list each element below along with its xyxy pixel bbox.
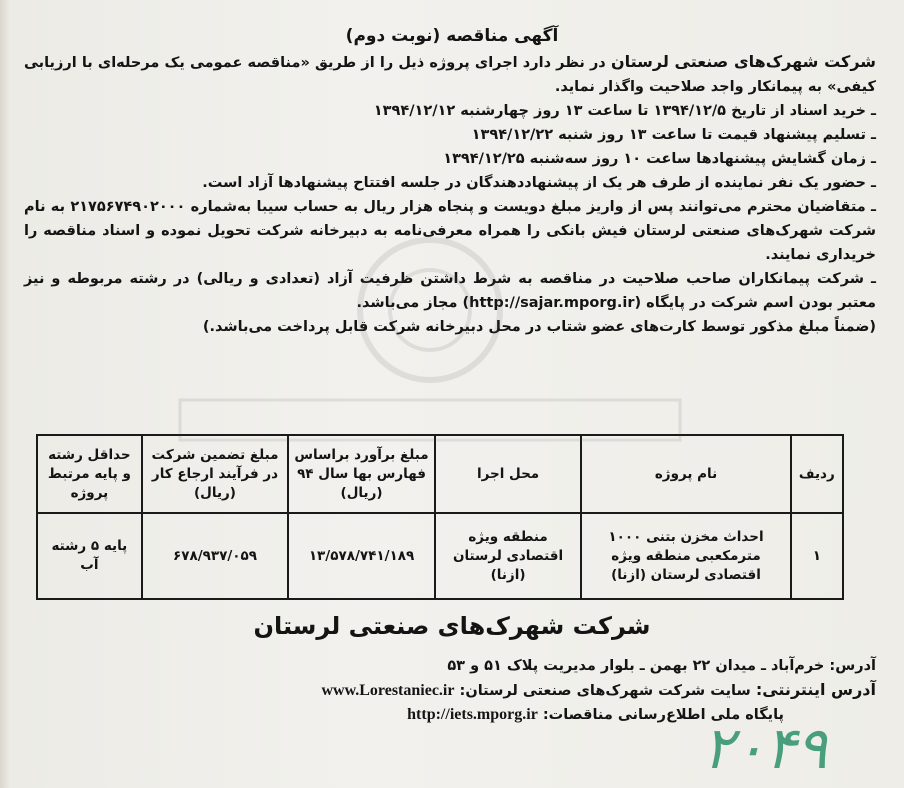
cell-location: منطقه ویژه اقتصادی لرستان (ازنا) [435, 513, 582, 599]
internet-address-label: آدرس اینترنتی: [755, 680, 876, 699]
footer-contact [16, 654, 876, 727]
schedule-line-opening: ـ زمان گشایش پیشنهادها ساعت ۱۰ روز سه‌شنبه ۱۳۹۴/۱۲/۲۵ [443, 151, 876, 167]
cell-min-grade: پایه ۵ رشته آب [37, 513, 142, 599]
cell-guarantee: ۶۷۸/۹۳۷/۰۵۹ [142, 513, 289, 599]
intro-text: در نظر دارد اجرای پروژه ذیل را از طریق «مناقصه عمومی یک مرحله‌ای با ارزیابی کیفی» به پیمانکار واجد صلاحیت واگذار نماید. [24, 55, 876, 95]
portal-url-link[interactable]: http://iets.mporg.ir [407, 706, 538, 723]
header-estimate: مبلغ برآورد براساس فهارس بها سال ۹۴ (ریال) [288, 435, 435, 513]
header-guarantee: مبلغ تضمین شرکت در فرآیند ارجاع کار (ریال) [142, 435, 289, 513]
contractors-paragraph: ـ شرکت پیمانکاران صاحب صلاحیت در مناقصه به شرط داشتن ظرفیت آزاد (تعدادی و ریالی) در رشته مربوطه و نیز معتبر بودن اسم شرکت در پایگاه (http://sajar.mporg.ir) مجاز می‌باشد. [24, 271, 876, 311]
header-project-name: نام پروژه [581, 435, 790, 513]
footer-portal-line [16, 703, 876, 727]
table-row [37, 513, 843, 599]
handwritten-number-text: ۲۰۴۹ [702, 714, 828, 780]
schedule-line-purchase: ـ خرید اسناد از تاریخ ۱۳۹۴/۱۲/۵ تا ساعت ۱۳ روز چهارشنبه ۱۳۹۴/۱۲/۱۲ [373, 103, 876, 119]
project-table [36, 434, 844, 600]
header-row-number: ردیف [791, 435, 843, 513]
notice-title: آگهی مناقصه (نوبت دوم) [345, 26, 559, 46]
tender-notice [18, 22, 886, 772]
table-header-row [37, 435, 843, 513]
footer-company-name: شرکت شهرک‌های صنعتی لرستان [253, 612, 651, 640]
cell-project-name: احداث مخزن بتنی ۱۰۰۰ مترمکعبی منطقه ویژه اقتصادی لرستان (ازنا) [581, 513, 790, 599]
cell-row-number: ۱ [791, 513, 843, 599]
notice-intro [18, 50, 886, 99]
applicants-paragraph: ـ متقاضیان محترم می‌توانند پس از واریز مبلغ دویست و پنجاه هزار ریال به حساب سیبا به‌شماره ۲۱۷۵۶۷۴۹۰۲۰۰۰ به نام شرکت شهرک‌های صنعتی لرستان فیش بانکی را همراه معرفی‌نامه به دبیرخانه شرکت تحویل نموده و اسناد مناقصه را خریداری نمایند. [24, 199, 876, 263]
footer-address: آدرس: خرم‌آباد ـ میدان ۲۲ بهمن ـ بلوار مدیریت پلاک ۵۱ و ۵۳ [447, 658, 876, 674]
schedule-line-submission: ـ تسلیم پیشنهاد قیمت تا ساعت ۱۳ روز شنبه ۱۳۹۴/۱۲/۲۲ [471, 127, 876, 143]
header-location: محل اجرا [435, 435, 582, 513]
payment-note: (ضمناً مبلغ مذکور توسط کارت‌های عضو شتاب در محل دبیرخانه شرکت قابل پرداخت می‌باشد.) [202, 319, 876, 335]
header-min-grade: حداقل رشته و پایه مرتبط پروژه [37, 435, 142, 513]
site-label: سایت شرکت شهرک‌های صنعتی لرستان: [459, 683, 751, 699]
intro-company-name: شرکت شهرک‌های صنعتی لرستان [610, 52, 877, 71]
portal-label: پایگاه ملی اطلاع‌رسانی مناقصات: [542, 707, 784, 723]
footer-site-line [16, 678, 876, 703]
schedule-line-attendance: ـ حضور یک نفر نماینده از طرف هر یک از پیشنهاددهندگان در جلسه افتتاح پیشنهادها آزاد است. [202, 175, 876, 191]
site-url-link[interactable]: www.Lorestaniec.ir [321, 682, 455, 699]
cell-estimate: ۱۳/۵۷۸/۷۴۱/۱۸۹ [288, 513, 435, 599]
